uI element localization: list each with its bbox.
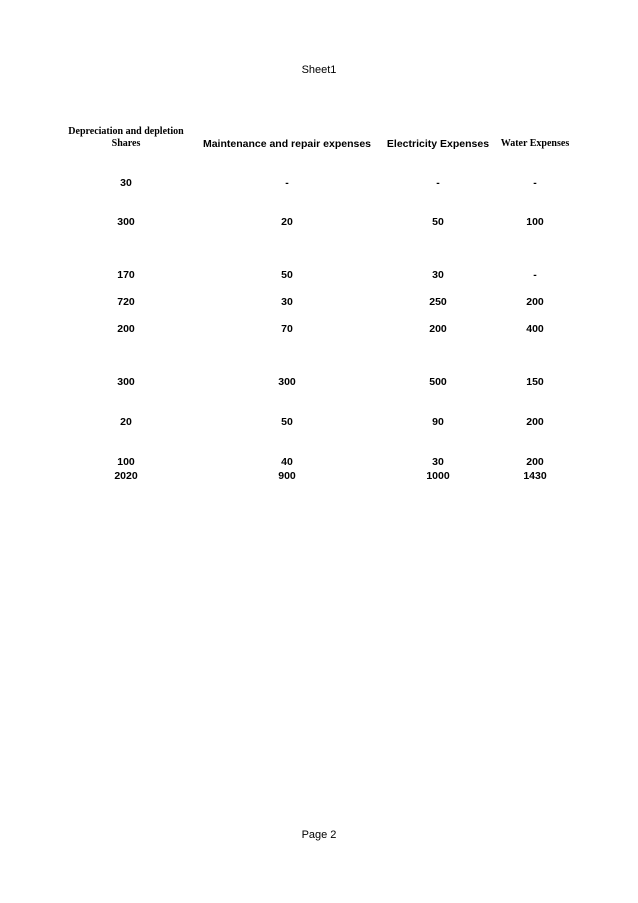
- table-row-total: [0, 470, 638, 482]
- column-header-depreciation-line2: Shares: [111, 138, 141, 149]
- table-cell: 100: [117, 456, 135, 468]
- table-cell: 50: [281, 416, 293, 428]
- table-row: [0, 456, 638, 468]
- table-row: [0, 216, 638, 228]
- table-cell: 30: [120, 177, 132, 189]
- table-row: [0, 177, 638, 189]
- column-header-depreciation: [60, 126, 192, 150]
- table-cell: 90: [432, 416, 444, 428]
- table-cell: 900: [278, 470, 296, 482]
- table-cell: 70: [281, 323, 293, 335]
- table-cell: 30: [432, 269, 444, 281]
- table-cell: -: [436, 177, 440, 189]
- table-cell: 40: [281, 456, 293, 468]
- table-cell: 20: [281, 216, 293, 228]
- table-cell: 50: [432, 216, 444, 228]
- table-cell: 1430: [523, 470, 547, 482]
- table-cell: 100: [526, 216, 544, 228]
- table-cell: -: [533, 269, 537, 281]
- table-row: [0, 376, 638, 388]
- table-cell: 300: [117, 216, 135, 228]
- table-cell: 200: [526, 416, 544, 428]
- table-row: [0, 323, 638, 335]
- table-cell: 500: [429, 376, 447, 388]
- table-cell: 200: [117, 323, 135, 335]
- table-cell: 200: [526, 456, 544, 468]
- table-cell: 200: [526, 296, 544, 308]
- column-header-maintenance: Maintenance and repair expenses: [202, 138, 372, 150]
- table-cell: 400: [526, 323, 544, 335]
- table-cell: -: [285, 177, 289, 189]
- sheet-title: Sheet1: [301, 64, 337, 76]
- column-header-depreciation-line1: Depreciation and depletion: [68, 126, 184, 137]
- table-cell: 170: [117, 269, 135, 281]
- table-cell: 50: [281, 269, 293, 281]
- table-cell: 1000: [426, 470, 450, 482]
- table-cell: 200: [429, 323, 447, 335]
- table-cell: 300: [278, 376, 296, 388]
- page-footer: Page 2: [301, 829, 337, 841]
- column-header-water: Water Expenses: [500, 138, 570, 149]
- table-cell: 2020: [114, 470, 138, 482]
- table-cell: 300: [117, 376, 135, 388]
- table-cell: 30: [281, 296, 293, 308]
- column-header-electricity: Electricity Expenses: [386, 138, 490, 150]
- table-cell: 20: [120, 416, 132, 428]
- table-row: [0, 416, 638, 428]
- table-cell: -: [533, 177, 537, 189]
- table-cell: 250: [429, 296, 447, 308]
- table-row: [0, 269, 638, 281]
- table-row: [0, 296, 638, 308]
- table-cell: 30: [432, 456, 444, 468]
- table-cell: 150: [526, 376, 544, 388]
- table-cell: 720: [117, 296, 135, 308]
